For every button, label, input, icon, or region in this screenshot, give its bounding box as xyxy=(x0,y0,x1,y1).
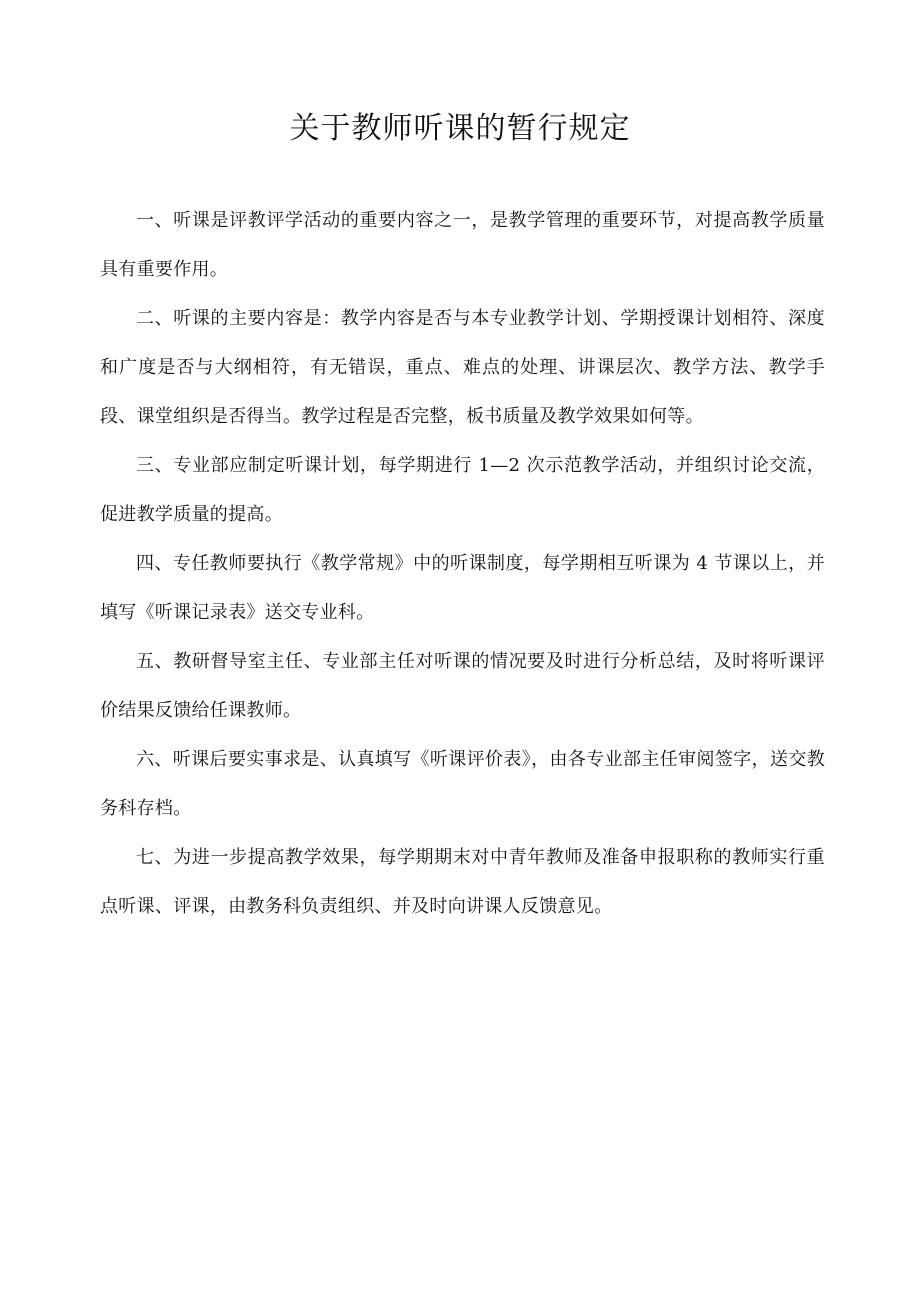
document-title: 关于教师听课的暂行规定 xyxy=(289,111,631,146)
paragraph-7: 七、为进一步提高教学效果，每学期期末对中青年教师及准备申报职称的教师实行重点听课、评课，由教务科负责组织、并及时向讲课人反馈意见。 xyxy=(100,847,825,917)
paragraph-4: 四、专任教师要执行《教学常规》中的听课制度，每学期相互听课为 4 节课以上，并填写《听课记录表》送交专业科。 xyxy=(100,553,825,623)
paragraph-1: 一、听课是评教评学活动的重要内容之一，是教学管理的重要环节，对提高教学质量具有重要作用。 xyxy=(100,210,825,280)
paragraph-5: 五、教研督导室主任、专业部主任对听课的情况要及时进行分析总结，及时将听课评价结果反馈给任课教师。 xyxy=(100,651,825,721)
document-body xyxy=(100,196,825,931)
paragraph-2: 二、听课的主要内容是：教学内容是否与本专业教学计划、学期授课计划相符、深度和广度是否与大纲相符，有无错误，重点、难点的处理、讲课层次、教学方法、教学手段、课堂组织是否得当。教学过程是否完整，板书质量及教学效果如何等。 xyxy=(100,308,825,427)
paragraph-3: 三、专业部应制定听课计划，每学期进行 1—2 次示范教学活动，并组织讨论交流，促进教学质量的提高。 xyxy=(100,455,825,525)
paragraph-6: 六、听课后要实事求是、认真填写《听课评价表》，由各专业部主任审阅签字，送交教务科存档。 xyxy=(100,749,825,819)
